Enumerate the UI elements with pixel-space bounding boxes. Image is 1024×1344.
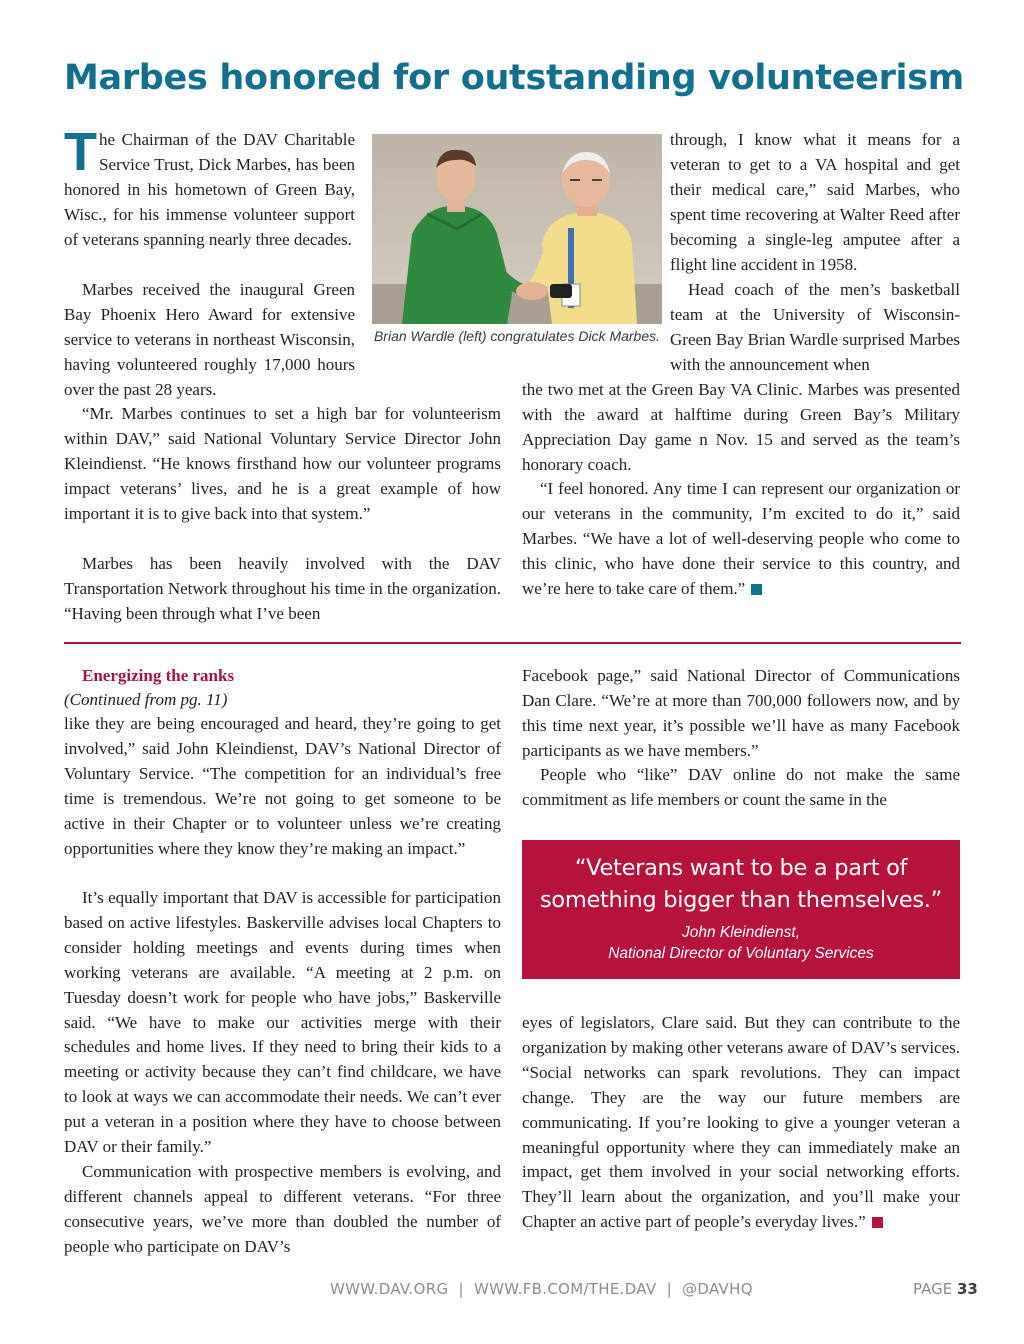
pull-quote bbox=[522, 840, 960, 979]
article-paragraph bbox=[64, 712, 501, 887]
article-paragraph-text: like they are being encouraged and heard, they’re going to get involved,” said John Kleindienst, DAV’s National Director of Voluntary Service. “The competition for an individual’s free time is tremendous. We’re not going to get someone to be active in their Chapter or to volunteer unless we’re creating opportunities where they know they’re making an impact.” bbox=[64, 714, 501, 858]
article-paragraph bbox=[64, 552, 501, 627]
article-paragraph bbox=[522, 664, 960, 764]
page-number-value: 33 bbox=[956, 1280, 978, 1298]
article-paragraph-text: Facebook page,” said National Director of Communications Dan Clare. “We’re at more than 700,000 followers now, and by this time next year, it’s possible we’ll have as many Facebook participants as we have members.” bbox=[522, 666, 960, 760]
article-paragraph bbox=[522, 477, 960, 627]
article-paragraph bbox=[522, 763, 960, 813]
article-paragraph-text: eyes of legislators, Clare said. But they can contribute to the organization by making other veterans aware of DAV’s services. “Social networks can spark revolutions. They can impact change. They are the way our future members are communicating. If you’re looking to give a younger veteran a meaningful opportunity where they can immediately make an impact, get them involved in your social networking efforts. They’ll learn about the organization, and you’ll make your Chapter an active part of people’s everyday lives.” bbox=[522, 1013, 960, 1232]
article-paragraph-text: Marbes has been heavily involved with the DAV Transportation Network throughout his time in the organization. “Having been through what I’ve been bbox=[64, 554, 501, 623]
article-paragraph bbox=[64, 278, 355, 399]
pull-quote-attribution-title: National Director of Voluntary Services bbox=[608, 945, 874, 962]
article-paragraph-text: he Chairman of the DAV Charitable Service Trust, Dick Marbes, has been honored in his hometown of Green Bay, Wisc., for his immense volunteer support of veterans spanning nearly three decades. bbox=[64, 130, 355, 249]
article-paragraph-text: “I feel honored. Any time I can represent our organization or our veterans in the community, I’m excited to do it,” said Marbes. “We have a lot of well-deserving people who come to this clinic, who have done their service to this country, and we’re here to take care of them.” bbox=[522, 479, 960, 598]
pull-quote-line: something bigger than themselves.” bbox=[539, 887, 943, 913]
footer-links-text: WWW.DAV.ORG | WWW.FB.COM/THE.DAV | @DAVHQ bbox=[330, 1280, 753, 1298]
article-paragraph-text: It’s equally important that DAV is accessible for participation based on active lifestyles. Baskerville advises local Chapters to consider holding meetings and events during times when working veterans are available. “A meeting at 2 p.m. on Tuesday doesn’t work for people who have jobs,” Baskerville said. “We have to make our activities merge with their schedules and home lives. If they need to bring their kids to a meeting or activity because they can’t find childcare, we have to look at ways we can accommodate their needs. We can’t ever put a veteran in a position where they have to choose between DAV or their family.” bbox=[64, 888, 501, 1157]
section-subhead: Energizing the ranks bbox=[82, 666, 235, 685]
footer-links bbox=[330, 1280, 753, 1298]
article-paragraph-text: People who “like” DAV online do not make the same commitment as life members or count the same in the bbox=[522, 765, 960, 809]
pull-quote-attribution-name: John Kleindienst, bbox=[681, 924, 801, 941]
section-divider bbox=[64, 642, 961, 644]
article-paragraph bbox=[64, 402, 501, 552]
article-paragraph-text: Marbes received the inaugural Green Bay Phoenix Hero Award for extensive service to veterans in northeast Wisconsin, having volunteered roughly 17,000 hours over the past 28 years. bbox=[64, 280, 355, 399]
article-paragraph bbox=[670, 128, 960, 278]
article-paragraph-text: “Mr. Marbes continues to set a high bar for volunteerism within DAV,” said National Voluntary Service Director John Kleindienst. “He knows firsthand how our volunteer programs impact veterans’ lives, and he is a great example of how important it is to give back into that system.” bbox=[64, 404, 501, 523]
continued-from-label: (Continued from pg. 11) bbox=[64, 690, 228, 709]
article-paragraph bbox=[64, 886, 501, 1161]
article-paragraph: Head coach of the men’s basketball team at the University of Wisconsin-Green Bay Brian Wardle surprised Marbes with the announcement when bbox=[670, 280, 960, 374]
page-number bbox=[913, 1280, 978, 1298]
end-of-article-mark bbox=[751, 584, 762, 595]
article-photo bbox=[372, 134, 662, 324]
article-paragraph-text: Communication with prospective members is evolving, and different channels appeal to different veterans. “For three consecutive years, we’ve more than doubled the number of people who participate on DAV’s bbox=[64, 1162, 501, 1256]
handshake-photo-illustration bbox=[372, 134, 662, 324]
drop-cap: T bbox=[64, 122, 97, 182]
end-of-article-mark bbox=[872, 1217, 883, 1228]
article-paragraph bbox=[64, 1160, 501, 1260]
pull-quote-line: “Veterans want to be a part of bbox=[574, 855, 908, 881]
photo-caption: Brian Wardle (left) congratulates Dick Marbes. bbox=[373, 328, 661, 344]
article-headline: Marbes honored for outstanding volunteerism bbox=[64, 58, 964, 98]
article-paragraph bbox=[522, 1011, 960, 1261]
article-paragraph: the two met at the Green Bay VA Clinic. Marbes was presented with the award at halftime during Green Bay’s Military Appreciation Day game n Nov. 15 and served as the team’s honorary coach. bbox=[522, 380, 960, 474]
page-label-text: PAGE bbox=[913, 1280, 953, 1298]
article-paragraph bbox=[64, 122, 355, 278]
pull-quote-attribution bbox=[522, 922, 960, 964]
article-paragraph-text: through, I know what it means for a veteran to get to a VA hospital and get their medical care,” said Marbes, who spent time recovering at Walter Reed after becoming a single-leg amputee after a flight line accident in 1958. bbox=[670, 130, 960, 274]
